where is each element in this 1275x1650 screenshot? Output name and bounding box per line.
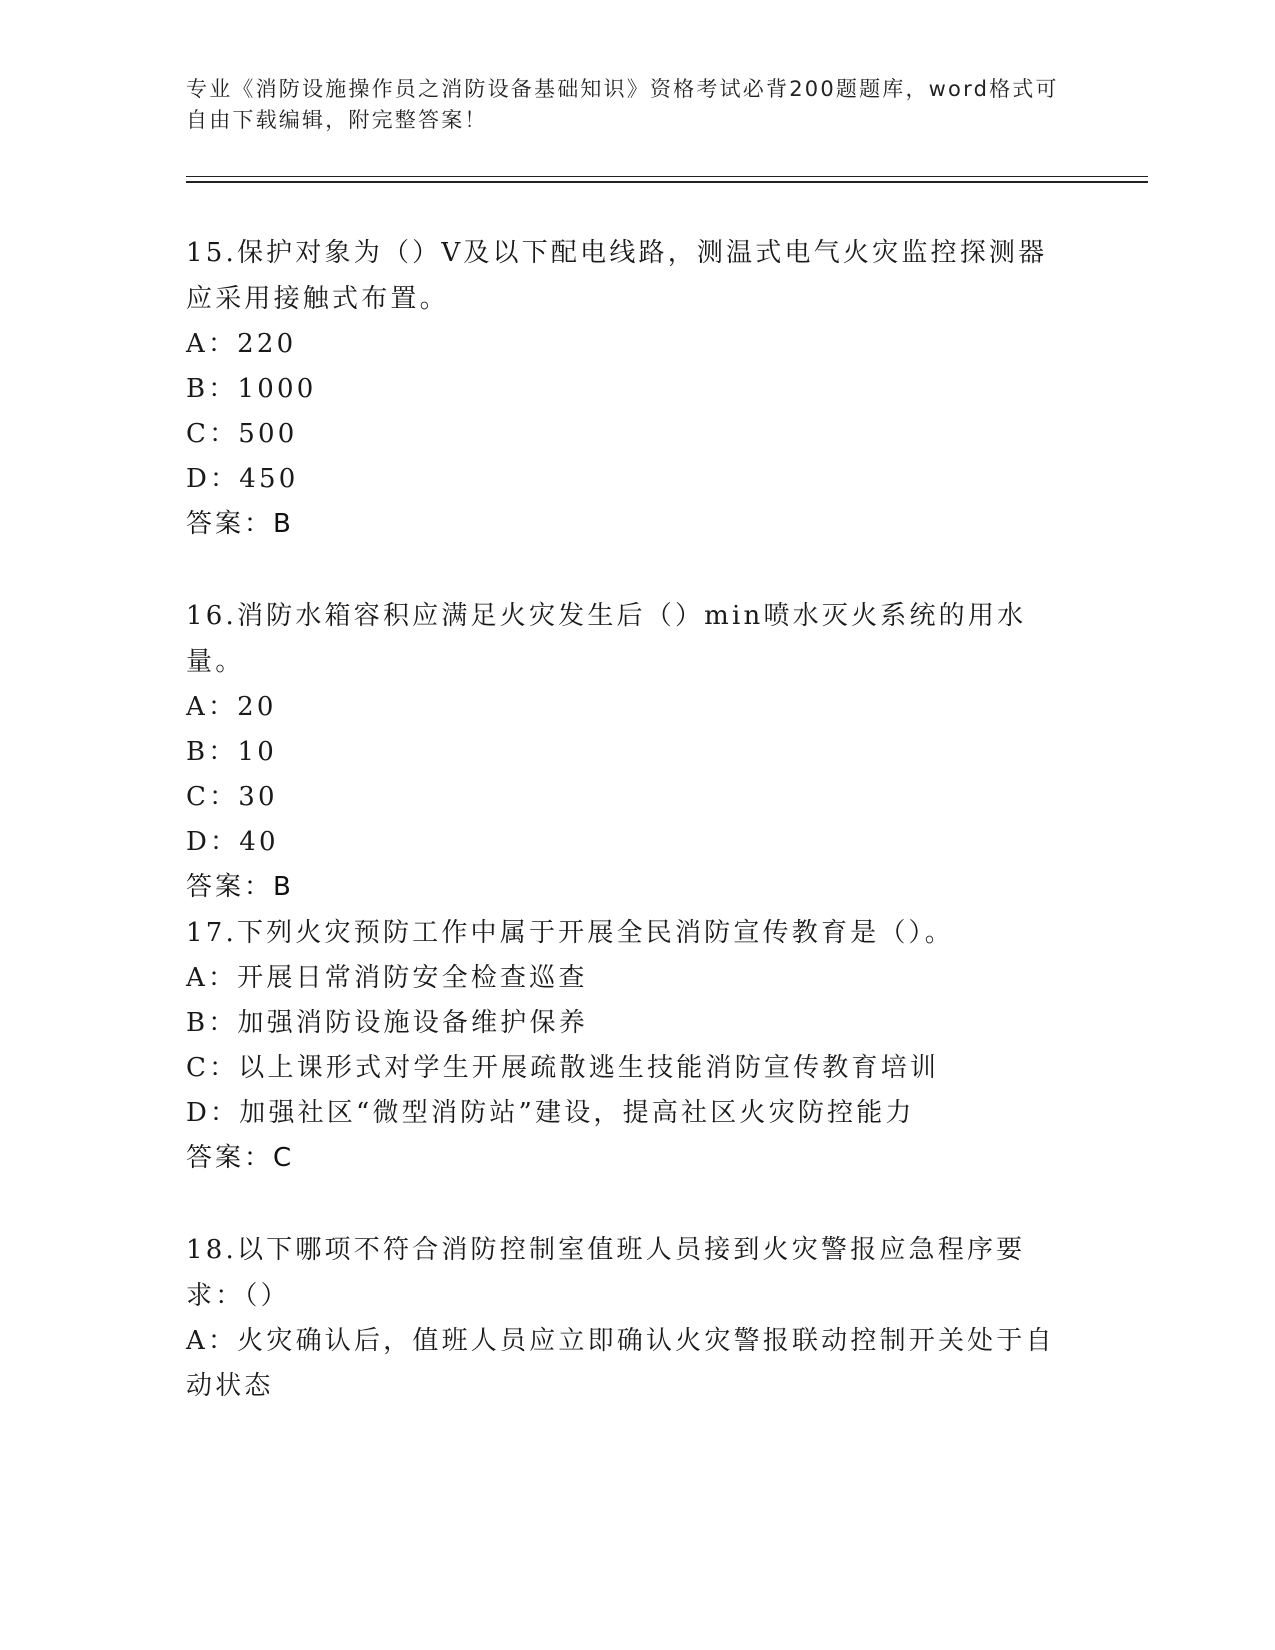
option-c: C：500 [186, 419, 298, 449]
question-15 [186, 230, 1066, 547]
option-b: B：10 [186, 737, 277, 767]
option-a: A：火灾确认后，值班人员应立即确认火灾警报联动控制开关处于自动状态 [186, 1326, 1055, 1401]
document-header [186, 74, 1066, 136]
header-text: 专业《消防设施操作员之消防设备基础知识》资格考试必背200题题库，word格式可自由下载编辑，附完整答案！ [186, 77, 1059, 132]
option-a: A：220 [186, 329, 297, 359]
option-d: D：加强社区“微型消防站”建设，提高社区火灾防控能力 [186, 1098, 915, 1128]
answer: 答案：C [186, 1143, 295, 1173]
header-rule-thin [186, 176, 1148, 177]
option-c: C：30 [186, 782, 278, 812]
option-a: A：20 [186, 692, 277, 722]
option-b: B：加强消防设施设备维护保养 [186, 1008, 588, 1038]
answer: 答案：B [186, 509, 294, 539]
option-d: D：40 [186, 827, 279, 857]
question-17 [186, 910, 1066, 1181]
question-stem: 18.以下哪项不符合消防控制室值班人员接到火灾警报应急程序要求：（） [186, 1235, 1026, 1311]
header-rule-thick [186, 181, 1148, 183]
option-d: D：450 [186, 464, 299, 494]
option-b: B：1000 [186, 374, 317, 404]
option-c: C：以上课形式对学生开展疏散逃生技能消防宣传教育培训 [186, 1053, 940, 1083]
answer: 答案：B [186, 872, 294, 902]
option-a: A：开展日常消防安全检查巡查 [186, 963, 588, 993]
question-stem: 15.保护对象为（）V及以下配电线路，测温式电气火灾监控探测器应采用接触式布置。 [186, 238, 1048, 314]
question-stem: 17.下列火灾预防工作中属于开展全民消防宣传教育是（）。 [186, 918, 954, 948]
question-stem: 16.消防水箱容积应满足火灾发生后（）min喷水灭火系统的用水量。 [186, 601, 1027, 677]
question-16 [186, 593, 1066, 910]
question-18 [186, 1227, 1066, 1409]
